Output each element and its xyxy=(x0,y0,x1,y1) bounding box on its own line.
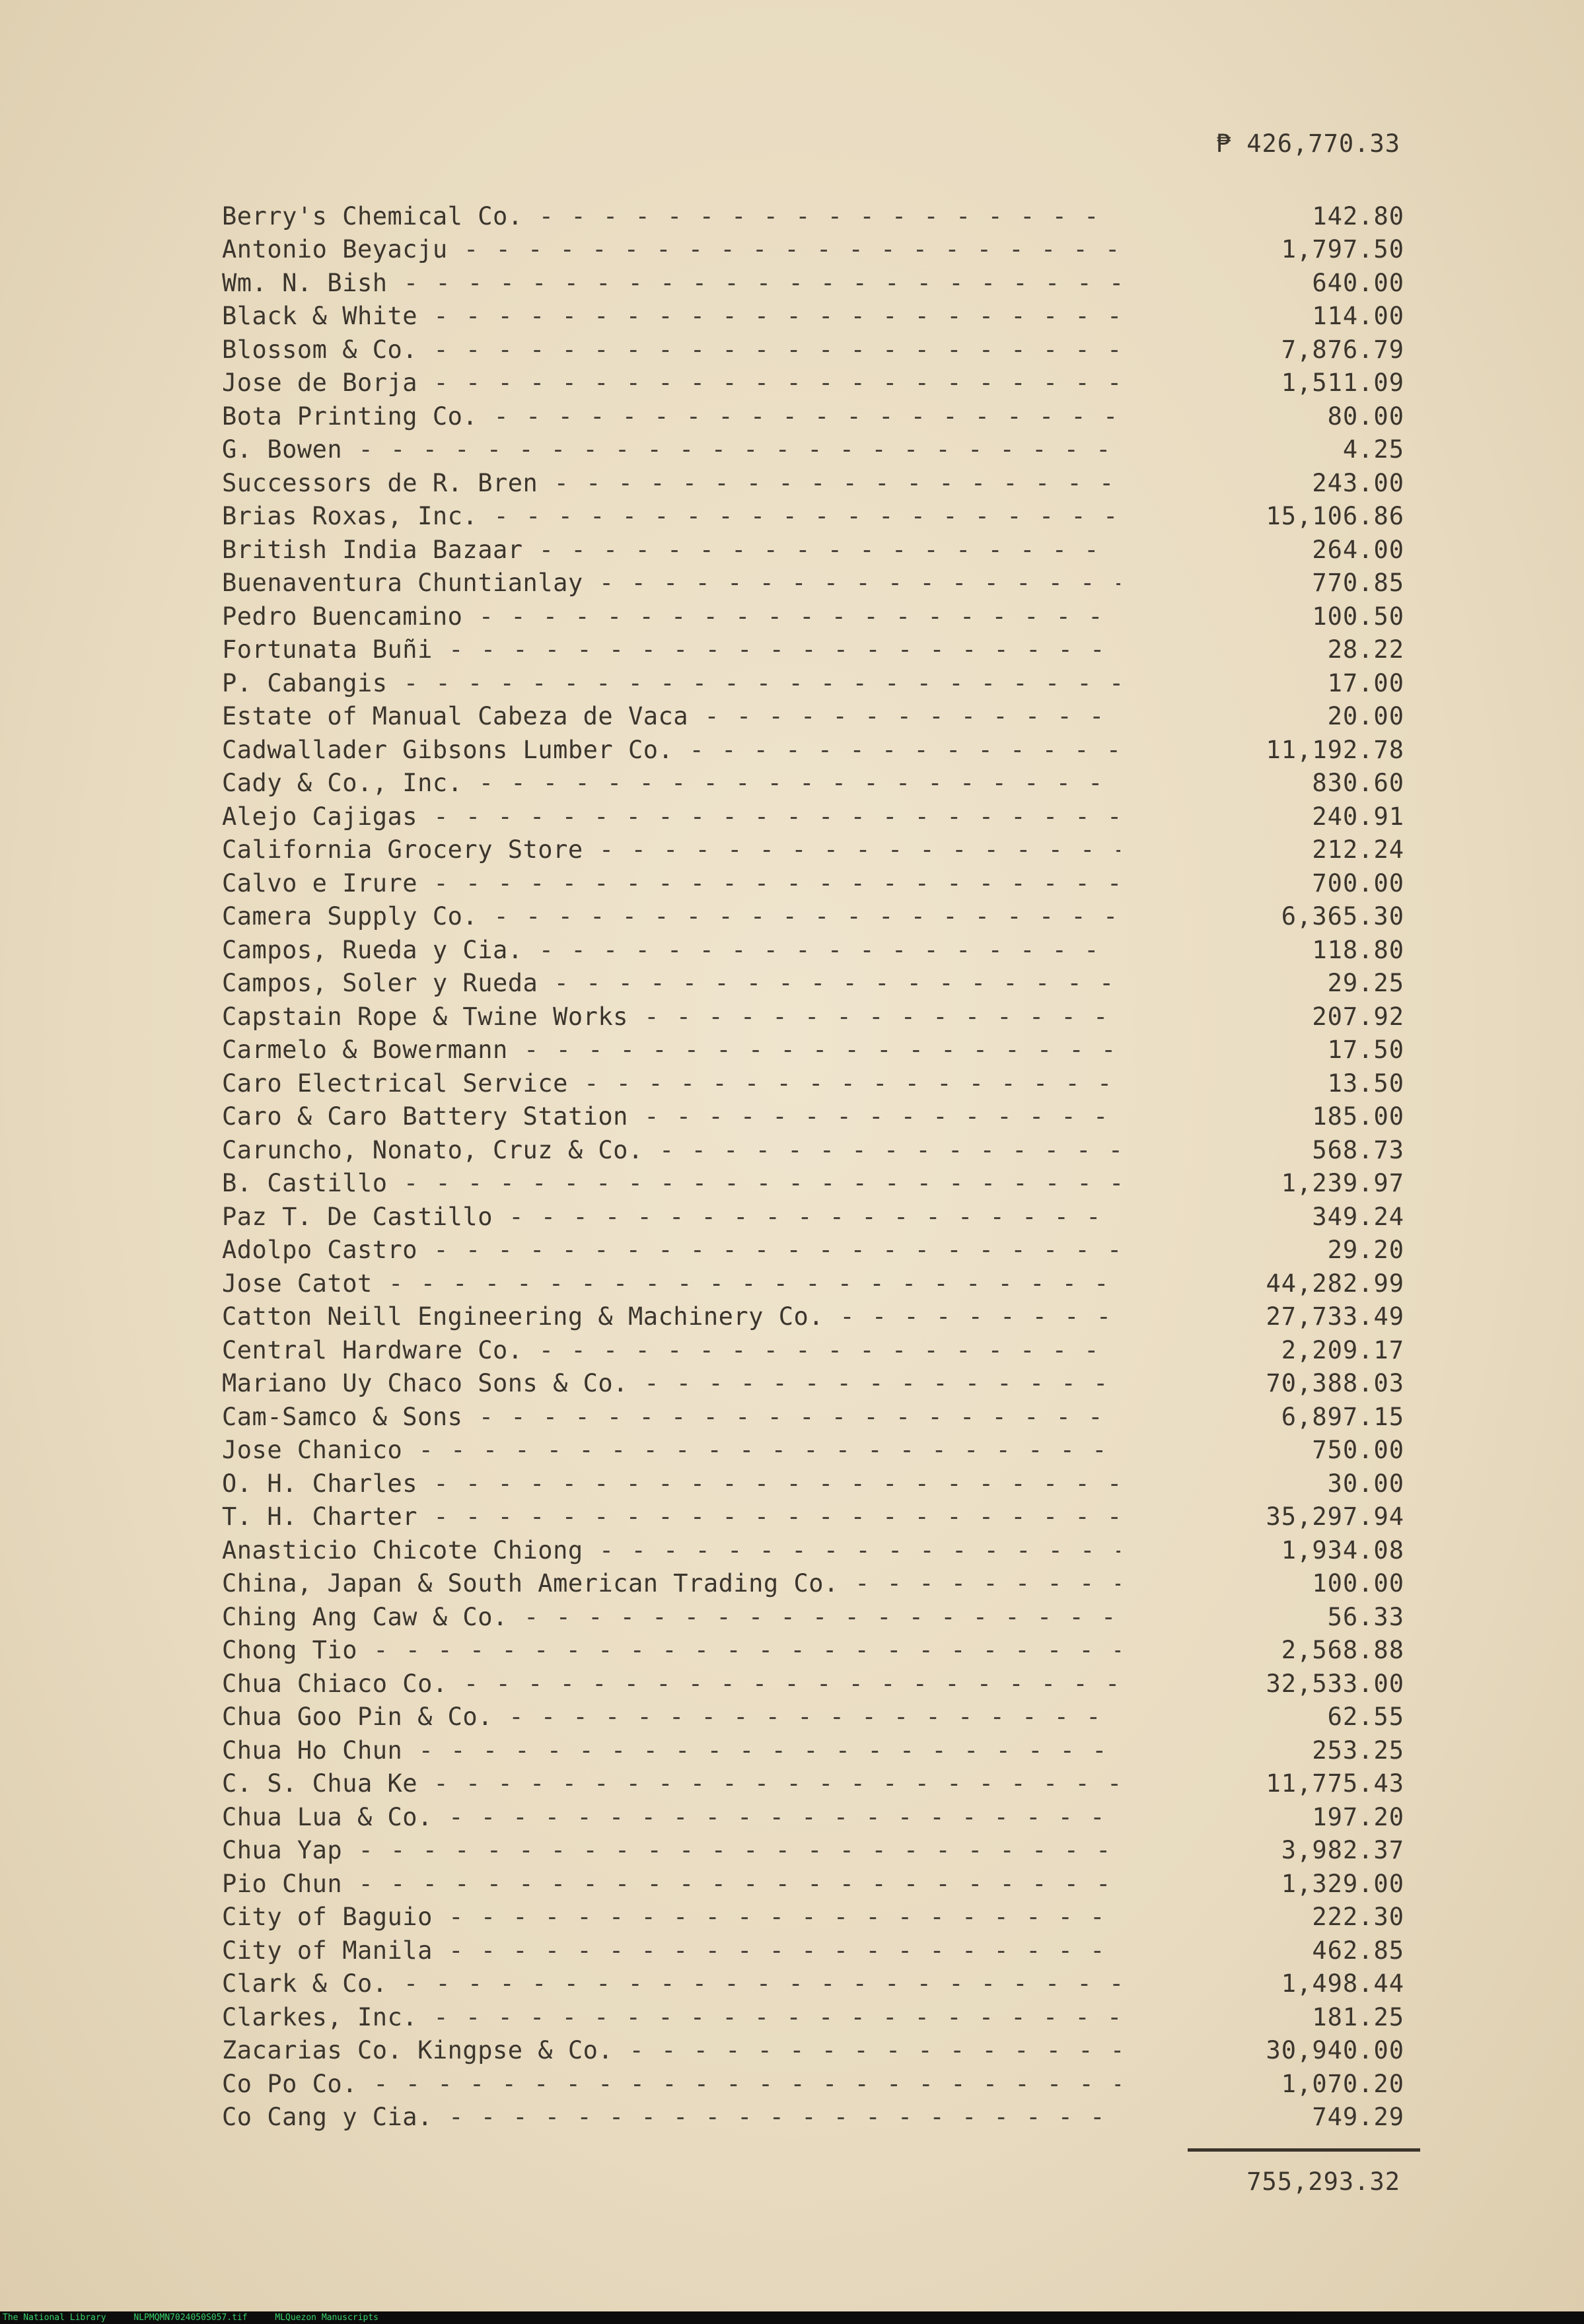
creditor-name: Campos, Rueda y Cia. - - - xyxy=(222,936,1120,964)
amount-value: 20.00 xyxy=(1327,702,1404,731)
creditor-name: Pio Chun - - - xyxy=(222,1870,1120,1898)
creditor-name: Campos, Soler y Rueda - - - xyxy=(222,969,1120,997)
ledger-row xyxy=(222,333,1404,367)
creditor-name: G. Bowen - - - xyxy=(222,435,1120,464)
ledger-row xyxy=(222,500,1404,534)
amount-value: 6,365.30 xyxy=(1281,902,1404,931)
ledger-row xyxy=(222,1234,1404,1267)
ledger-row xyxy=(222,1600,1404,1634)
ledger-row xyxy=(222,199,1404,233)
amount-value: 11,192.78 xyxy=(1266,735,1404,764)
ledger-row xyxy=(222,1467,1404,1500)
amount-value: 11,775.43 xyxy=(1266,1769,1404,1798)
ledger-row xyxy=(222,833,1404,867)
ledger-row xyxy=(222,567,1404,600)
amount-value: 118.80 xyxy=(1312,935,1404,964)
amount-value: 29.20 xyxy=(1327,1236,1404,1265)
amount-value: 185.00 xyxy=(1312,1102,1404,1131)
creditor-ledger xyxy=(222,199,1404,2134)
amount-value: 1,070.20 xyxy=(1281,2069,1404,2098)
amount-value: 27,733.49 xyxy=(1266,1302,1404,1331)
amount-value: 4.25 xyxy=(1342,435,1404,464)
footer-source: The National Library xyxy=(3,2313,106,2323)
amount-value: 35,297.94 xyxy=(1266,1502,1404,1532)
amount-value: 2,568.88 xyxy=(1281,1636,1404,1665)
amount-value: 240.91 xyxy=(1312,802,1404,831)
creditor-name: Co Cang y Cia. - - - xyxy=(222,2103,1120,2131)
amount-value: 700.00 xyxy=(1312,868,1404,898)
creditor-name: Jose Chanico - - - xyxy=(222,1436,1120,1464)
ledger-row xyxy=(222,1533,1404,1567)
amount-value: 1,934.08 xyxy=(1281,1535,1404,1565)
creditor-name: Chong Tio - - - xyxy=(222,1636,1120,1664)
amount-value: 30.00 xyxy=(1327,1469,1404,1498)
ledger-row xyxy=(222,933,1404,967)
creditor-name: Jose de Borja - - - xyxy=(222,369,1120,397)
amount-value: 3,982.37 xyxy=(1281,1836,1404,1865)
creditor-name: Chua Ho Chun - - - xyxy=(222,1736,1120,1765)
amount-value: 349.24 xyxy=(1312,1202,1404,1231)
amount-value: 212.24 xyxy=(1312,835,1404,864)
ledger-row xyxy=(222,1967,1404,2001)
creditor-name: Paz T. De Castillo - - - xyxy=(222,1203,1120,1231)
amount-value: 749.29 xyxy=(1312,2103,1404,2132)
amount-value: 1,329.00 xyxy=(1281,1869,1404,1898)
ledger-row xyxy=(222,1667,1404,1701)
amount-value: 100.00 xyxy=(1312,1569,1404,1598)
footer-file: NLPMQMN7024050S057.tif xyxy=(133,2313,248,2323)
ledger-row xyxy=(222,700,1404,734)
total-underline xyxy=(1188,2148,1420,2152)
ledger-row xyxy=(222,633,1404,667)
creditor-name: C. S. Chua Ke - - - xyxy=(222,1769,1120,1798)
creditor-name: Anasticio Chicote Chiong - - - xyxy=(222,1536,1120,1565)
amount-value: 6,897.15 xyxy=(1281,1402,1404,1431)
creditor-name: Co Po Co. - - - xyxy=(222,2070,1120,2098)
ledger-row xyxy=(222,1834,1404,1868)
amount-value: 222.30 xyxy=(1312,1903,1404,1932)
ledger-row xyxy=(222,1267,1404,1300)
creditor-name: Wm. N. Bish - - - xyxy=(222,269,1120,297)
creditor-name: Capstain Rope & Twine Works - - - xyxy=(222,1003,1120,1031)
amount-value: 207.92 xyxy=(1312,1002,1404,1031)
creditor-name: Chua Chiaco Co. - - - xyxy=(222,1670,1120,1698)
ledger-row xyxy=(222,600,1404,633)
ledger-row xyxy=(222,433,1404,467)
ledger-row xyxy=(222,1934,1404,1967)
amount-value: 17.50 xyxy=(1327,1036,1404,1065)
ledger-row xyxy=(222,2101,1404,2134)
ledger-row xyxy=(222,1901,1404,1934)
amount-value: 243.00 xyxy=(1312,468,1404,497)
ledger-row xyxy=(222,2000,1404,2034)
amount-value: 15,106.86 xyxy=(1266,502,1404,531)
ledger-row xyxy=(222,1034,1404,1067)
grand-total-amount: 755,293.32 xyxy=(1246,2167,1400,2196)
creditor-name: Blossom & Co. - - - xyxy=(222,335,1120,364)
ledger-row xyxy=(222,1100,1404,1134)
creditor-name: Ching Ang Caw & Co. - - - xyxy=(222,1603,1120,1631)
creditor-name: Clarkes, Inc. - - - xyxy=(222,2003,1120,2031)
amount-value: 830.60 xyxy=(1312,769,1404,798)
amount-value: 1,511.09 xyxy=(1281,369,1404,398)
ledger-row xyxy=(222,866,1404,900)
creditor-name: Cam-Samco & Sons - - - xyxy=(222,1403,1120,1431)
amount-value: 44,282.99 xyxy=(1266,1269,1404,1298)
ledger-row xyxy=(222,266,1404,300)
creditor-name: B. Castillo - - - xyxy=(222,1169,1120,1197)
creditor-name: Black & White - - - xyxy=(222,302,1120,330)
creditor-name: Caro Electrical Service - - - xyxy=(222,1069,1120,1098)
amount-value: 142.80 xyxy=(1312,201,1404,230)
amount-value: 181.25 xyxy=(1312,2002,1404,2031)
amount-value: 264.00 xyxy=(1312,535,1404,564)
creditor-name: British India Bazaar - - - xyxy=(222,536,1120,564)
creditor-name: O. H. Charles - - - xyxy=(222,1469,1120,1498)
creditor-name: Central Hardware Co. - - - xyxy=(222,1336,1120,1364)
amount-value: 62.55 xyxy=(1327,1703,1404,1732)
creditor-name: City of Manila - - - xyxy=(222,1936,1120,1965)
creditor-name: Chua Yap - - - xyxy=(222,1836,1120,1864)
ledger-row xyxy=(222,1867,1404,1901)
creditor-name: Catton Neill Engineering & Machinery Co. - - - xyxy=(222,1302,1120,1331)
ledger-row xyxy=(222,2034,1404,2068)
creditor-name: Brias Roxas, Inc. - - - xyxy=(222,502,1120,530)
amount-value: 114.00 xyxy=(1312,302,1404,331)
amount-value: 30,940.00 xyxy=(1266,2036,1404,2065)
creditor-name: Caro & Caro Battery Station - - - xyxy=(222,1102,1120,1131)
creditor-name: City of Baguio - - - xyxy=(222,1903,1120,1931)
creditor-name: T. H. Charter - - - xyxy=(222,1502,1120,1531)
creditor-name: Jose Catot - - - xyxy=(222,1269,1120,1298)
creditor-name: Carmelo & Bowermann - - - xyxy=(222,1036,1120,1064)
amount-value: 1,239.97 xyxy=(1281,1169,1404,1198)
ledger-row xyxy=(222,967,1404,1001)
amount-value: 770.85 xyxy=(1312,569,1404,598)
ledger-row xyxy=(222,1567,1404,1601)
amount-value: 462.85 xyxy=(1312,1936,1404,1965)
ledger-row xyxy=(222,533,1404,567)
creditor-name: Mariano Uy Chaco Sons & Co. - - - xyxy=(222,1369,1120,1397)
creditor-name: Adolpo Castro - - - xyxy=(222,1236,1120,1264)
ledger-row xyxy=(222,767,1404,800)
creditor-name: Successors de R. Bren - - - xyxy=(222,469,1120,497)
amount-value: 56.33 xyxy=(1327,1602,1404,1631)
amount-value: 70,388.03 xyxy=(1266,1369,1404,1398)
ledger-row xyxy=(222,1000,1404,1034)
creditor-name: Camera Supply Co. - - - xyxy=(222,902,1120,931)
ledger-row xyxy=(222,1067,1404,1100)
creditor-name: Cady & Co., Inc. - - - xyxy=(222,769,1120,797)
amount-value: 640.00 xyxy=(1312,268,1404,297)
ledger-row xyxy=(222,1500,1404,1534)
ledger-row xyxy=(222,1333,1404,1367)
amount-value: 1,498.44 xyxy=(1281,1969,1404,1998)
ledger-row xyxy=(222,1701,1404,1734)
amount-value: 197.20 xyxy=(1312,1802,1404,1831)
creditor-name: Estate of Manual Cabeza de Vaca - - - xyxy=(222,702,1120,730)
creditor-name: P. Cabangis - - - xyxy=(222,669,1120,697)
ledger-row xyxy=(222,300,1404,334)
creditor-name: Caruncho, Nonato, Cruz & Co. - - - xyxy=(222,1136,1120,1164)
amount-value: 17.00 xyxy=(1327,668,1404,697)
ledger-row xyxy=(222,1200,1404,1234)
ledger-row xyxy=(222,1400,1404,1434)
ledger-row xyxy=(222,1367,1404,1401)
ledger-row xyxy=(222,400,1404,433)
creditor-name: Antonio Beyacju - - - xyxy=(222,235,1120,264)
creditor-name: California Grocery Store - - - xyxy=(222,835,1120,864)
amount-value: 253.25 xyxy=(1312,1736,1404,1765)
ledger-row xyxy=(222,1434,1404,1467)
ledger-row xyxy=(222,1634,1404,1668)
ledger-row xyxy=(222,1133,1404,1167)
amount-value: 7,876.79 xyxy=(1281,335,1404,364)
amount-value: 100.50 xyxy=(1312,602,1404,631)
amount-value: 29.25 xyxy=(1327,969,1404,998)
footer-collection: MLQuezon Manuscripts xyxy=(275,2313,378,2323)
amount-value: 80.00 xyxy=(1327,402,1404,431)
creditor-name: Chua Lua & Co. - - - xyxy=(222,1803,1120,1831)
creditor-name: Fortunata Buñi - - - xyxy=(222,635,1120,664)
ledger-row xyxy=(222,666,1404,700)
creditor-name: Chua Goo Pin & Co. - - - xyxy=(222,1703,1120,1731)
carried-forward-amount: ₱ 426,770.33 xyxy=(1215,129,1400,158)
creditor-name: Berry's Chemical Co. - - - xyxy=(222,202,1120,230)
amount-value: 750.00 xyxy=(1312,1436,1404,1465)
ledger-row xyxy=(222,233,1404,267)
ledger-row xyxy=(222,1734,1404,1767)
ledger-row xyxy=(222,466,1404,500)
ledger-row xyxy=(222,1767,1404,1801)
archive-footer-bar xyxy=(0,2311,1584,2324)
creditor-name: China, Japan & South American Trading Co. - - - xyxy=(222,1569,1120,1598)
amount-value: 568.73 xyxy=(1312,1135,1404,1164)
ledger-row xyxy=(222,800,1404,833)
ledger-row xyxy=(222,1800,1404,1834)
amount-value: 2,209.17 xyxy=(1281,1335,1404,1364)
ledger-row xyxy=(222,900,1404,934)
creditor-name: Cadwallader Gibsons Lumber Co. - - - xyxy=(222,736,1120,764)
creditor-name: Zacarias Co. Kingpse & Co. - - - xyxy=(222,2036,1120,2064)
creditor-name: Buenaventura Chuntianlay - - - xyxy=(222,569,1120,597)
ledger-row xyxy=(222,367,1404,400)
ledger-row xyxy=(222,1300,1404,1334)
amount-value: 1,797.50 xyxy=(1281,235,1404,264)
ledger-row xyxy=(222,733,1404,767)
creditor-name: Calvo e Irure - - - xyxy=(222,869,1120,898)
amount-value: 13.50 xyxy=(1327,1069,1404,1098)
ledger-row xyxy=(222,1167,1404,1201)
creditor-name: Clark & Co. - - - xyxy=(222,1969,1120,1998)
creditor-name: Pedro Buencamino - - - xyxy=(222,602,1120,631)
creditor-name: Alejo Cajigas - - - xyxy=(222,802,1120,831)
ledger-row xyxy=(222,2067,1404,2101)
amount-value: 32,533.00 xyxy=(1266,1669,1404,1698)
amount-value: 28.22 xyxy=(1327,635,1404,664)
creditor-name: Bota Printing Co. - - - xyxy=(222,402,1120,431)
